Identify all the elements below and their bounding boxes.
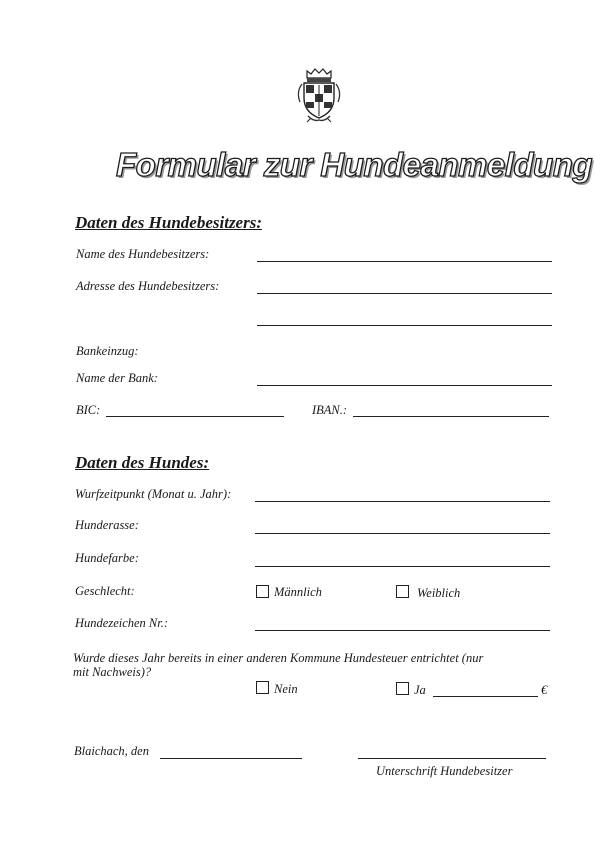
bank-heading: Bankeinzug: (76, 344, 139, 358)
tax-question-line-1: Wurde dieses Jahr bereits in einer anderen Kommune Hundesteuer entrichtet (nur (73, 651, 484, 665)
sex-male-checkbox[interactable] (256, 585, 269, 598)
bank-name-label: Name der Bank: (76, 371, 158, 385)
bank-name-field[interactable] (257, 385, 552, 386)
sex-male-label: Männlich (274, 585, 322, 599)
color-label: Hundefarbe: (75, 551, 139, 565)
tag-number-field[interactable] (255, 630, 550, 631)
bic-field[interactable] (106, 416, 284, 417)
owner-name-field[interactable] (257, 261, 552, 262)
section-dog-heading: Daten des Hundes: (75, 453, 210, 472)
currency-symbol: € (541, 683, 548, 697)
bic-label: BIC: (76, 403, 101, 417)
owner-address-field-1[interactable] (257, 293, 552, 294)
iban-field[interactable] (353, 416, 549, 417)
tax-yes-checkbox[interactable] (396, 682, 409, 695)
tax-amount-field[interactable] (433, 696, 538, 697)
birth-field[interactable] (255, 501, 550, 502)
place-date-label: Blaichach, den (74, 744, 149, 758)
owner-name-label: Name des Hundebesitzers: (76, 247, 210, 261)
coat-of-arms-icon (294, 68, 344, 124)
birth-label: Wurfzeitpunkt (Monat u. Jahr): (75, 487, 232, 501)
breed-label: Hunderasse: (75, 518, 139, 532)
color-field[interactable] (255, 566, 550, 567)
section-owner-heading: Daten des Hundebesitzers: (75, 213, 262, 232)
date-field[interactable] (160, 758, 302, 759)
owner-address-field-2[interactable] (257, 325, 552, 326)
sex-female-label: Weiblich (417, 586, 461, 600)
form-title: Formular zur Hundeanmeldung (116, 146, 593, 183)
owner-address-label: Adresse des Hundebesitzers: (76, 279, 220, 293)
tax-no-label: Nein (274, 682, 298, 696)
tax-no-checkbox[interactable] (256, 681, 269, 694)
tax-yes-label: Ja (414, 683, 426, 697)
tax-question-line-2: mit Nachweis)? (73, 665, 152, 679)
signature-field[interactable] (358, 758, 546, 759)
sex-label: Geschlecht: (75, 584, 135, 598)
breed-field[interactable] (255, 533, 550, 534)
tag-number-label: Hundezeichen Nr.: (75, 616, 169, 630)
iban-label: IBAN.: (312, 403, 348, 417)
sex-female-checkbox[interactable] (396, 585, 409, 598)
signature-label: Unterschrift Hundebesitzer (376, 764, 513, 778)
